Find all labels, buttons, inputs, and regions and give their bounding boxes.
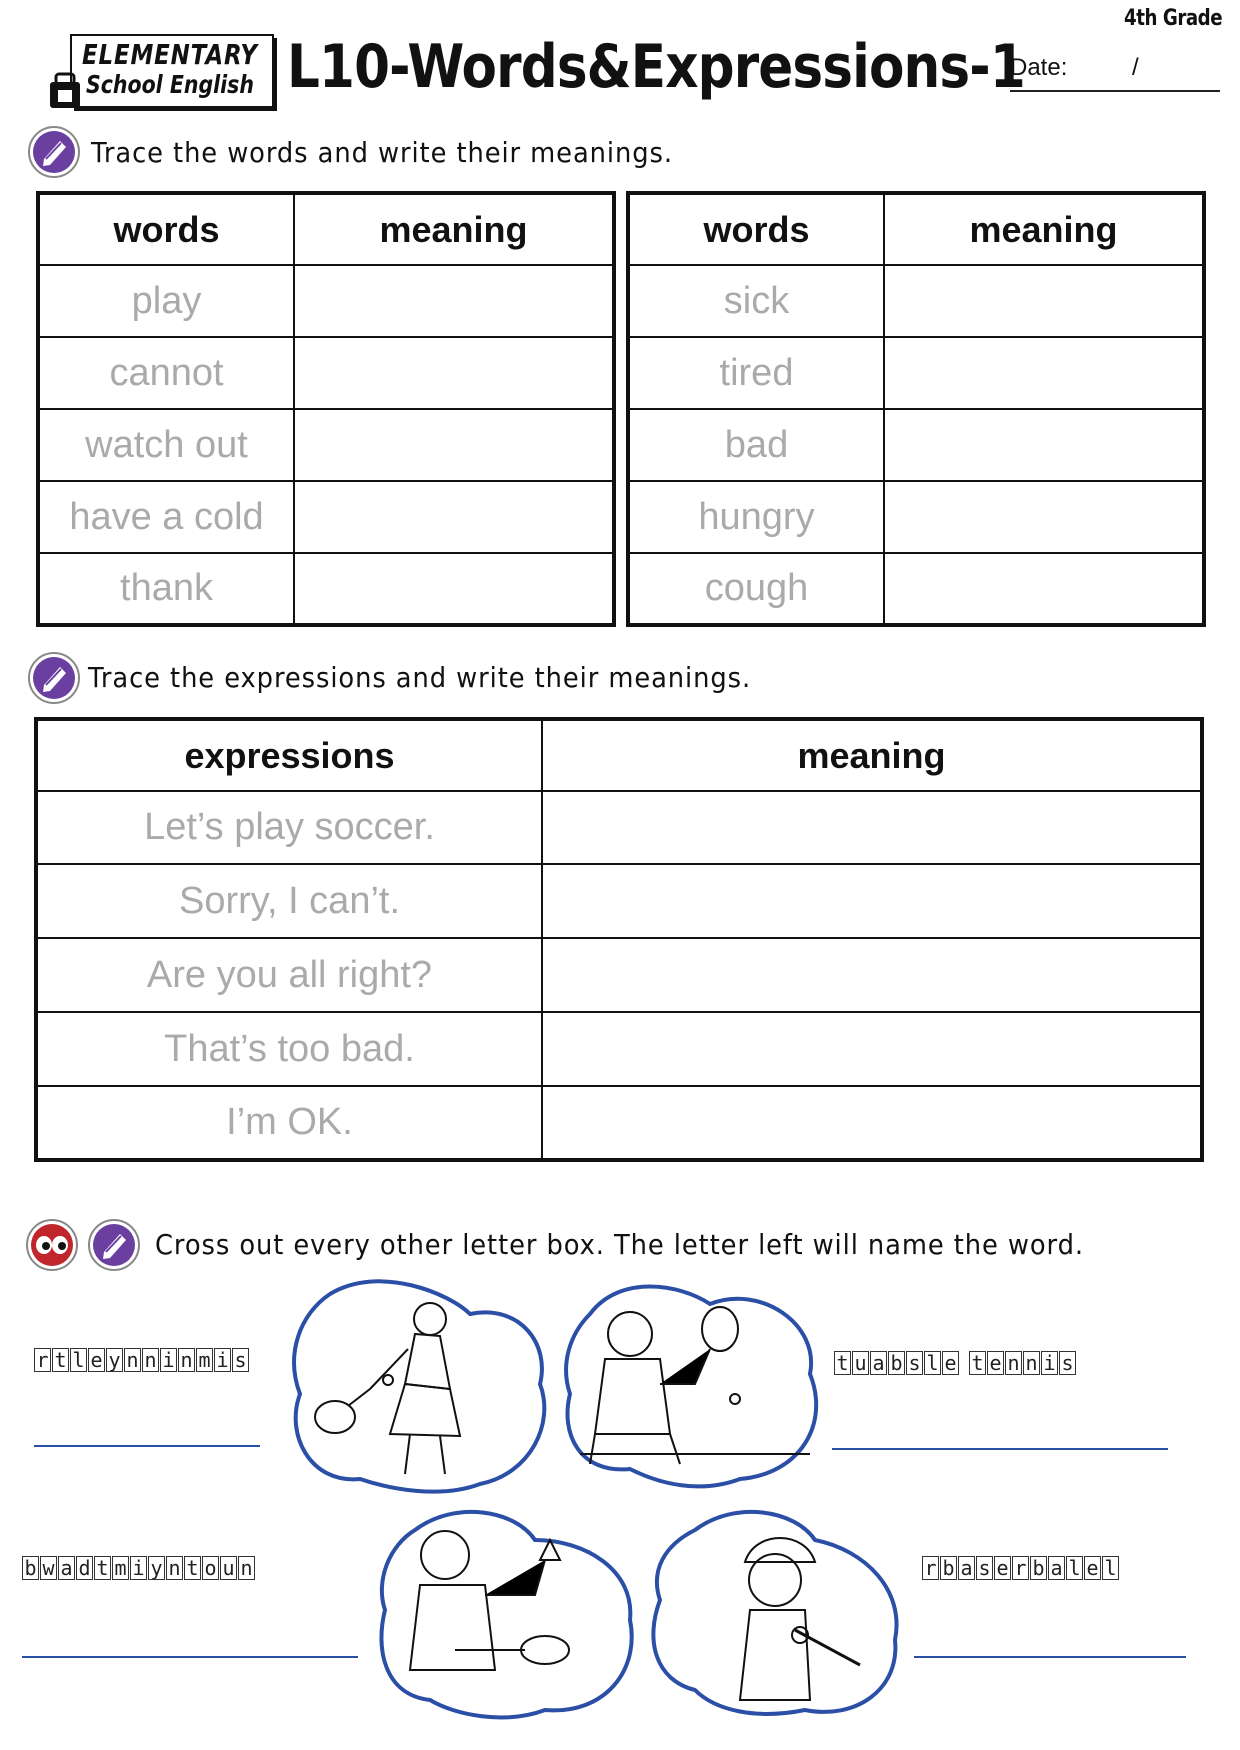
tennis-player-image (290, 1274, 560, 1494)
letter-box[interactable]: t (184, 1556, 201, 1580)
date-slash: / (1132, 54, 1139, 81)
letter-box[interactable]: e (1084, 1556, 1101, 1580)
trace-word: have a cold (38, 481, 294, 553)
trace-word: thank (38, 553, 294, 625)
letter-box[interactable]: u (852, 1351, 869, 1375)
meaning-field[interactable] (294, 409, 614, 481)
answer-field[interactable] (22, 1656, 358, 1658)
pencil-icon (27, 125, 81, 179)
letter-box[interactable]: d (76, 1556, 93, 1580)
meaning-field[interactable] (884, 409, 1204, 481)
letter-box[interactable]: b (888, 1351, 905, 1375)
letter-box[interactable]: i (1041, 1351, 1058, 1375)
trace-word: bad (628, 409, 884, 481)
meaning-field[interactable] (884, 337, 1204, 409)
column-header-expressions: expressions (36, 719, 542, 791)
letter-box[interactable]: t (52, 1348, 69, 1372)
meaning-field[interactable] (294, 265, 614, 337)
letter-box[interactable]: b (22, 1556, 39, 1580)
letter-box[interactable]: r (1012, 1556, 1029, 1580)
letter-gap (960, 1348, 968, 1370)
trace-expression: I’m OK. (36, 1086, 542, 1160)
column-header-words: words (38, 193, 294, 265)
letter-box[interactable]: n (238, 1556, 255, 1580)
letter-box[interactable]: n (166, 1556, 183, 1580)
letter-box[interactable]: u (220, 1556, 237, 1580)
letter-box[interactable]: n (178, 1348, 195, 1372)
trace-expression: That’s too bad. (36, 1012, 542, 1086)
grade-label: 4th Grade (1124, 6, 1223, 31)
letter-box[interactable]: m (112, 1556, 129, 1580)
section2-instruction: Trace the expressions and write their meanings. (88, 661, 752, 694)
letter-box[interactable]: a (870, 1351, 887, 1375)
meaning-field[interactable] (884, 265, 1204, 337)
letter-boxes[interactable] (22, 1556, 256, 1581)
letter-box[interactable]: s (976, 1556, 993, 1580)
letter-box[interactable]: s (1059, 1351, 1076, 1375)
meaning-field[interactable] (294, 553, 614, 625)
letter-box[interactable]: e (88, 1348, 105, 1372)
letter-box[interactable]: b (1030, 1556, 1047, 1580)
letter-box[interactable]: t (834, 1351, 851, 1375)
meaning-field[interactable] (542, 791, 1202, 864)
letter-box[interactable]: s (906, 1351, 923, 1375)
column-header-meaning: meaning (884, 193, 1204, 265)
trace-word: sick (628, 265, 884, 337)
letter-box[interactable]: e (994, 1556, 1011, 1580)
words-table-right (626, 191, 1206, 627)
meaning-field[interactable] (294, 337, 614, 409)
date-label: Date: (1010, 54, 1068, 81)
date-field[interactable] (1010, 90, 1220, 92)
letter-box[interactable]: w (40, 1556, 57, 1580)
section1-instruction: Trace the words and write their meanings. (91, 136, 673, 169)
letter-box[interactable]: y (106, 1348, 123, 1372)
words-table-left (36, 191, 616, 627)
letter-box[interactable]: l (70, 1348, 87, 1372)
trace-expression: Let’s play soccer. (36, 791, 542, 864)
letter-box[interactable]: n (124, 1348, 141, 1372)
meaning-field[interactable] (542, 1012, 1202, 1086)
letter-box[interactable]: l (924, 1351, 941, 1375)
meaning-field[interactable] (884, 481, 1204, 553)
letter-box[interactable]: o (202, 1556, 219, 1580)
baseball-player-image (645, 1500, 910, 1725)
letter-box[interactable]: m (196, 1348, 213, 1372)
letter-box[interactable]: l (1102, 1556, 1119, 1580)
letter-box[interactable]: i (130, 1556, 147, 1580)
letter-box[interactable]: y (148, 1556, 165, 1580)
meaning-field[interactable] (294, 481, 614, 553)
letter-box[interactable]: a (58, 1556, 75, 1580)
letter-box[interactable]: r (34, 1348, 51, 1372)
answer-field[interactable] (832, 1448, 1168, 1450)
meaning-field[interactable] (884, 553, 1204, 625)
trace-word: watch out (38, 409, 294, 481)
letter-box[interactable]: n (142, 1348, 159, 1372)
answer-field[interactable] (914, 1656, 1186, 1658)
trace-word: cannot (38, 337, 294, 409)
logo (44, 34, 274, 110)
letter-box[interactable]: n (1005, 1351, 1022, 1375)
trace-word: play (38, 265, 294, 337)
trace-expression: Are you all right? (36, 938, 542, 1012)
trace-word: tired (628, 337, 884, 409)
page-title: L10-Words&Expressions-1 (287, 32, 1025, 102)
letter-box[interactable]: e (942, 1351, 959, 1375)
letter-boxes[interactable] (34, 1348, 250, 1373)
letter-box[interactable]: r (922, 1556, 939, 1580)
letter-box[interactable]: t (94, 1556, 111, 1580)
letter-boxes[interactable] (922, 1556, 1120, 1581)
trace-word: hungry (628, 481, 884, 553)
letter-box[interactable]: e (987, 1351, 1004, 1375)
logo-line2: School English (86, 70, 254, 99)
letter-box[interactable]: i (214, 1348, 231, 1372)
section3-instruction: Cross out every other letter box. The letter left will name the word. (155, 1228, 1084, 1261)
trace-word: cough (628, 553, 884, 625)
letter-box[interactable]: s (232, 1348, 249, 1372)
pencil-icon (27, 651, 81, 705)
meaning-field[interactable] (542, 1086, 1202, 1160)
meaning-field[interactable] (542, 938, 1202, 1012)
letter-box[interactable]: a (1048, 1556, 1065, 1580)
trace-expression: Sorry, I can’t. (36, 864, 542, 938)
pencil-icon (87, 1218, 141, 1272)
column-header-meaning: meaning (542, 719, 1202, 791)
column-header-meaning: meaning (294, 193, 614, 265)
table-tennis-player-image (560, 1274, 830, 1494)
badminton-player-image (375, 1500, 640, 1725)
letter-box[interactable]: t (969, 1351, 986, 1375)
school-bag-icon (44, 70, 86, 110)
letter-box[interactable]: l (1066, 1556, 1083, 1580)
expressions-table (34, 717, 1204, 1162)
letter-box[interactable]: i (160, 1348, 177, 1372)
letter-box[interactable]: n (1023, 1351, 1040, 1375)
column-header-words: words (628, 193, 884, 265)
logo-line1: ELEMENTARY (82, 38, 258, 71)
letter-box[interactable]: b (940, 1556, 957, 1580)
answer-field[interactable] (34, 1445, 260, 1447)
meaning-field[interactable] (542, 864, 1202, 938)
eyes-icon (25, 1218, 79, 1272)
letter-boxes[interactable] (834, 1348, 1077, 1376)
letter-box[interactable]: a (958, 1556, 975, 1580)
